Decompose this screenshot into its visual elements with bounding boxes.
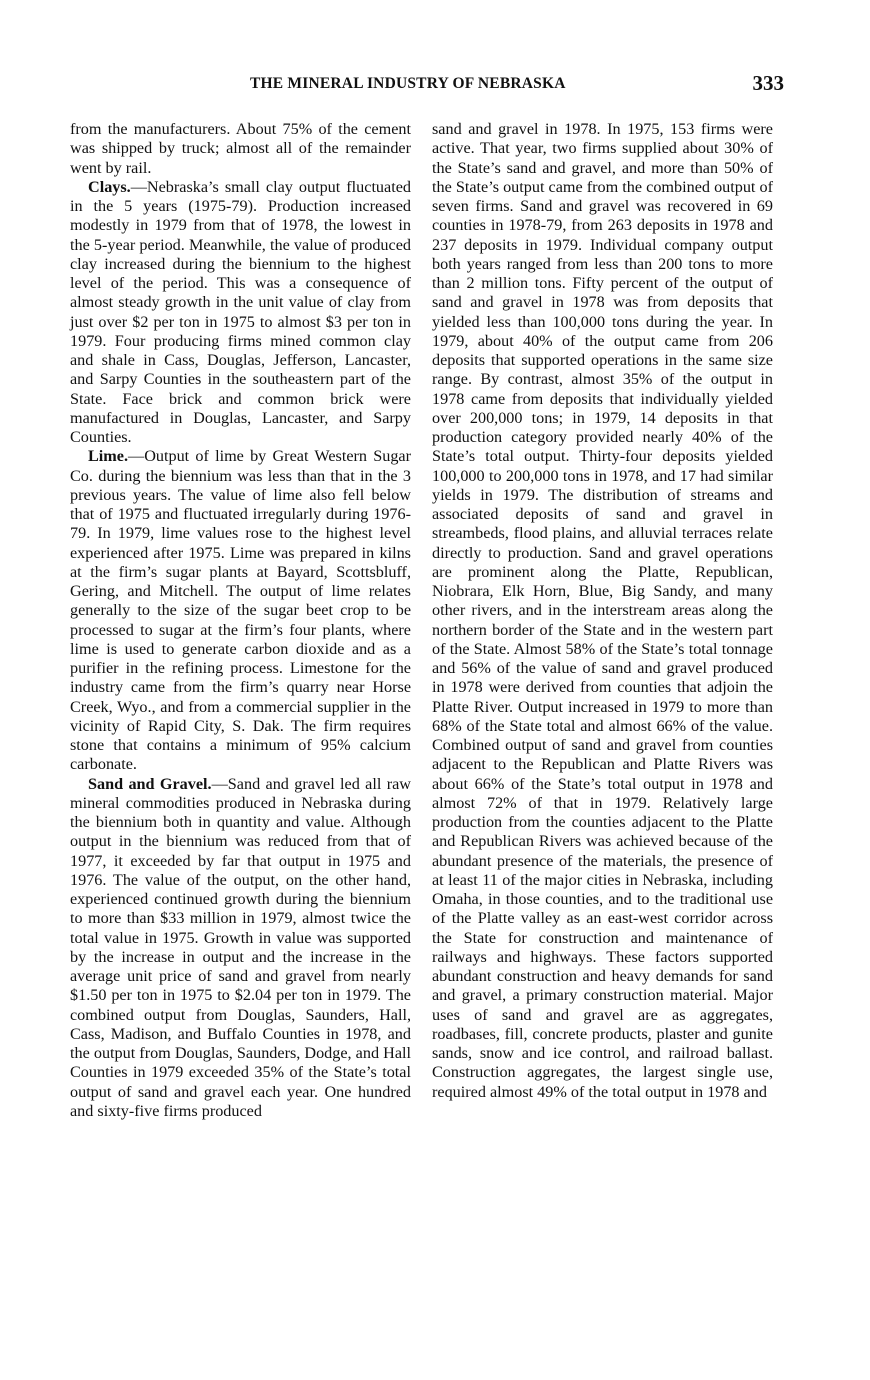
lime-paragraph <box>70 447 411 774</box>
lime-text: —Output of lime by Great Western Sugar Co. during the biennium was less than that in the 3 previous years. The value of lime also fell below that of 1975 and fluctuated irregularly during 1976-79. In 1979, lime values rose to the highest level experienced after 1975. Lime was prepared in kilns at the firm’s sugar plants at Bayard, Scottsbluff, Gering, and Mitchell. The output of lime relates generally to the size of the sugar beet crop to be processed to sugar at the firm’s four plants, where lime is used to generate carbon dioxide and as a purifier in the refining process. Limestone for the industry came from the firm’s quarry near Horse Creek, Wyo., and from a commercial supplier in the vicinity of Rapid City, S. Dak. The firm requires stone that contains a minimum of 95% calcium carbonate. <box>70 447 411 774</box>
left-column <box>70 120 411 1121</box>
sand-gravel-paragraph <box>70 775 411 1122</box>
sand-gravel-heading: Sand and Gravel. <box>88 774 212 793</box>
page-number: 333 <box>752 71 784 95</box>
sand-gravel-text: —Sand and gravel led all raw mineral commodities produced in Nebraska during the biennium both in quantity and value. Although output in the biennium was reduced from that of 1977, it exceeded by far that output in 1975 and 1976. The value of the output, on the other hand, experienced continued growth during the biennium to more than $33 million in 1979, almost twice the total value in 1975. Growth in value was supported by the increase in output and the increase in the average unit price of sand and gravel from nearly $1.50 per ton in 1975 to $2.04 per ton in 1979. The combined output from Douglas, Saunders, Hall, Cass, Madison, and Buffalo Counties in 1978, and the output from Douglas, Saunders, Dodge, and Hall Counties in 1979 exceeded 35% of the State’s total output of sand and gravel each year. One hundred and sixty-five firms produced <box>70 774 411 1120</box>
sand-gravel-continued: sand and gravel in 1978. In 1975, 153 firms were active. That year, two firms supplied about 30% of the State’s sand and gravel, and more than 50% of the State’s output came from the combined output of seven firms. Sand and gravel was recovered in 69 counties in 1978-79, from 263 deposits in 1978 and 237 deposits in 1979. Individual company output both years ranged from less than 200 tons to more than 2 million tons. Fifty percent of the output of sand and gravel in 1978 was from deposits that yielded less than 100,000 tons during the year. In 1979, about 40% of the output came from 206 deposits that supported operations in the same size range. By contrast, almost 35% of the output in 1978 came from deposits that individually yielded over 200,000 tons; in 1979, 14 deposits in that production category provided nearly 40% of the State’s total output. Thirty-four deposits yielded 100,000 to 200,000 tons in 1978, and 17 had similar yields in 1979. The distribution of streams and associated deposits of sand and gravel in streambeds, flood plains, and alluvial terraces relate directly to production. Sand and gravel operations are prominent along the Platte, Republican, Niobrara, Elk Horn, Blue, Big Sandy, and many other rivers, and in the interstream areas along the northern border of the State and in the western part of the State. Almost 58% of the State’s total tonnage and 56% of the value of sand and gravel produced in 1978 were derived from counties that adjoin the Platte River. Output increased in 1979 to more than 68% of the State total and almost 66% of the value. Combined output of sand and gravel from counties adjacent to the Republican and Platte Rivers was about 66% of the State’s total output in 1978 and almost 72% of that in 1979. Relatively large production from the counties adjacent to the Platte and Republican Rivers was achieved because of the abundant presence of the materials, the presence of at least 11 of the major cities in Nebraska, including Omaha, in those counties, and to the traditional use of the Platte valley as an east-west corridor across the State for construction and maintenance of railways and highways. These factors supported abundant construction and heavy demands for sand and gravel, a primary construction material. Major uses of sand and gravel are as aggregates, roadbases, fill, concrete products, plaster and gunite sands, snow and ice control, and railroad ballast. Construction aggregates, the largest single use, required almost 49% of the total output in 1978 and <box>432 120 773 1101</box>
cement-paragraph-end: from the manufacturers. About 75% of the cement was shipped by truck; almost all of the remainder went by rail. <box>70 120 411 177</box>
clays-text: —Nebraska’s small clay output fluctuated in the 5 years (1975-79). Production increased modestly in 1979 from that of 1978, the lowest in the 5-year period. Meanwhile, the value of produced clay increased during the biennium to the highest level of the period. This was a consequence of almost steady growth in the unit value of clay from just over $2 per ton in 1975 to almost $3 per ton in 1979. Four producing firms mined common clay and shale in Cass, Douglas, Jefferson, Lancaster, and Sarpy Counties in the southeastern part of the State. Face brick and common brick were manufactured in Douglas, Lancaster, and Sarpy Counties. <box>70 177 411 446</box>
lime-heading: Lime. <box>88 447 129 466</box>
running-title: THE MINERAL INDUSTRY OF NEBRASKA <box>250 75 566 92</box>
right-column <box>432 120 773 1102</box>
clays-paragraph <box>70 178 411 448</box>
clays-heading: Clays. <box>88 177 131 196</box>
running-header <box>70 71 784 100</box>
